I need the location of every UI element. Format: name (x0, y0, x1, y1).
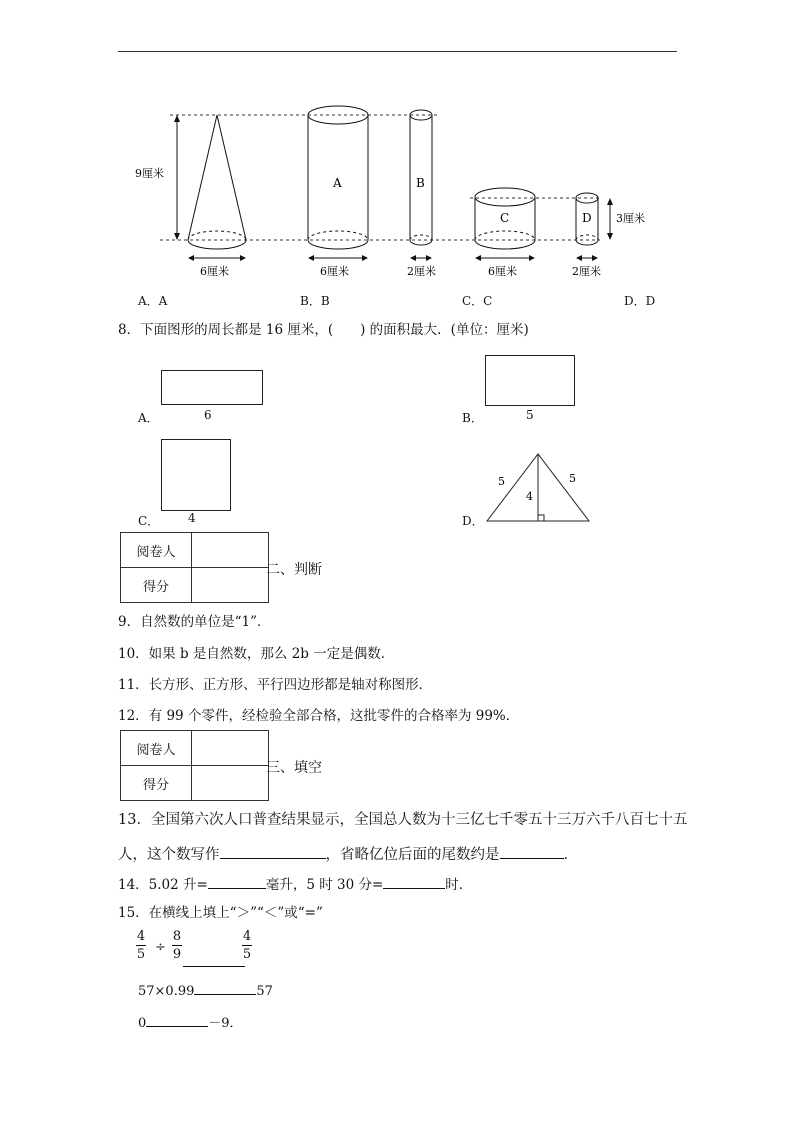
frac1-num: 4 (136, 929, 146, 944)
q12-text: 12．有 99 个零件，经检验全部合格，这批零件的合格率为 99%． (118, 708, 520, 724)
q13-text-a: 人，这个数写作 (118, 847, 220, 863)
q15-blank-1[interactable] (183, 966, 245, 967)
cyl-c-label: C (500, 211, 510, 225)
tri-right-side: 5 (569, 472, 576, 485)
frac1-den: 5 (136, 947, 146, 962)
q15-row3 (138, 1012, 243, 1032)
cyl-a-dim-label: 6厘米 (320, 265, 349, 278)
cyl-b-dim-label: 2厘米 (407, 265, 436, 278)
q14-blank-hours[interactable] (383, 874, 445, 889)
q14-blank-ml[interactable] (208, 874, 266, 889)
header-rule (118, 51, 677, 52)
q14-line (118, 874, 472, 893)
section-2-title: 二、判断 (266, 562, 322, 578)
q8-square-c (161, 439, 231, 511)
frac2-num: 8 (172, 929, 182, 944)
q10-text: 10．如果 b 是自然数，那么 2b 一定是偶数． (118, 646, 395, 662)
q14-text-a: 14．5.02 升= (118, 877, 208, 893)
score-table-1 (120, 532, 269, 603)
frac3-den: 5 (242, 947, 252, 962)
score-label: 得分 (121, 766, 192, 801)
q8-rect-b-width: 5 (526, 408, 534, 422)
height-label-3: 3厘米 (616, 212, 645, 225)
frac1 (136, 929, 146, 962)
cone-dim-label: 6厘米 (200, 265, 229, 278)
q15-row2-left: 57×0.99 (138, 984, 195, 999)
q13-line1: 13．全国第六次人口普查结果显示，全国总人数为十三亿七千零五十三万六千八百七十五 (118, 812, 688, 828)
q15-row2 (138, 980, 273, 1000)
reviewer-cell[interactable] (192, 533, 269, 568)
frac3 (242, 929, 252, 962)
q13-text-b: ，省略亿位后面的尾数约是 (325, 847, 500, 863)
q13-text-c: ． (563, 847, 578, 863)
q8-rect-a (161, 370, 263, 405)
cyl-d-label: D (582, 211, 592, 225)
q15-blank-3[interactable] (146, 1012, 208, 1027)
tri-height: 4 (526, 490, 533, 503)
q8-option-b[interactable]: B． (462, 411, 483, 425)
score-cell[interactable] (192, 568, 269, 603)
q8-square-c-side: 4 (188, 511, 196, 525)
score-table-2 (120, 730, 269, 801)
q8-text: 8．下面图形的周长都是 16 厘米，( ) 的面积最大．(单位：厘米) (118, 322, 529, 338)
q7-option-d[interactable]: D．D (624, 294, 656, 308)
q15-text: 15．在横线上填上“＞”“＜”或“=” (118, 905, 323, 921)
score-label: 得分 (121, 568, 192, 603)
q13-blank-approx[interactable] (500, 844, 564, 859)
cone-side-right (217, 115, 246, 240)
q9-text: 9．自然数的单位是“1”． (118, 614, 271, 630)
frac3-num: 4 (242, 929, 252, 944)
q13-blank-written[interactable] (220, 844, 326, 859)
tri-left-side: 5 (498, 475, 505, 488)
reviewer-label: 阅卷人 (121, 533, 192, 568)
q14-text-b: 毫升，5 时 30 分= (265, 877, 384, 893)
q8-rect-a-width: 6 (204, 408, 212, 422)
q7-solids-figure (130, 100, 670, 285)
height-label-9: 9厘米 (135, 167, 164, 180)
q8-option-d[interactable]: D． (462, 514, 484, 528)
cyl-a-label: A (333, 176, 342, 190)
q8-option-c[interactable]: C． (138, 514, 160, 528)
cyl-b-label: B (416, 176, 425, 190)
q8-triangle-d (480, 448, 600, 528)
cyl-c-top (475, 188, 535, 206)
cyl-c-dim-label: 6厘米 (488, 265, 517, 278)
q8-option-a[interactable]: A． (138, 411, 159, 425)
q15-row3-left: 0 (138, 1016, 147, 1031)
q11-text: 11．长方形、正方形、平行四边形都是轴对称图形． (118, 677, 433, 693)
q15-row3-right: －9． (208, 1016, 243, 1031)
q7-option-c[interactable]: C．C (462, 294, 493, 308)
cone-side-left (188, 115, 217, 240)
q8-rect-b (485, 355, 575, 406)
q15-row2-right: 57 (256, 984, 273, 999)
score-cell[interactable] (192, 766, 269, 801)
frac2 (172, 929, 182, 962)
q14-text-c: 时． (445, 877, 473, 893)
reviewer-cell[interactable] (192, 731, 269, 766)
division-sign: ÷ (155, 940, 166, 955)
cyl-d-dim-label: 2厘米 (572, 265, 601, 278)
section-3-title: 三、填空 (266, 760, 322, 776)
q15-blank-2[interactable] (194, 980, 256, 995)
frac2-den: 9 (172, 947, 182, 962)
reviewer-label: 阅卷人 (121, 731, 192, 766)
q13-line2 (118, 844, 578, 863)
q7-option-b[interactable]: B．B (300, 294, 330, 308)
q7-option-a[interactable]: A．A (138, 294, 168, 308)
